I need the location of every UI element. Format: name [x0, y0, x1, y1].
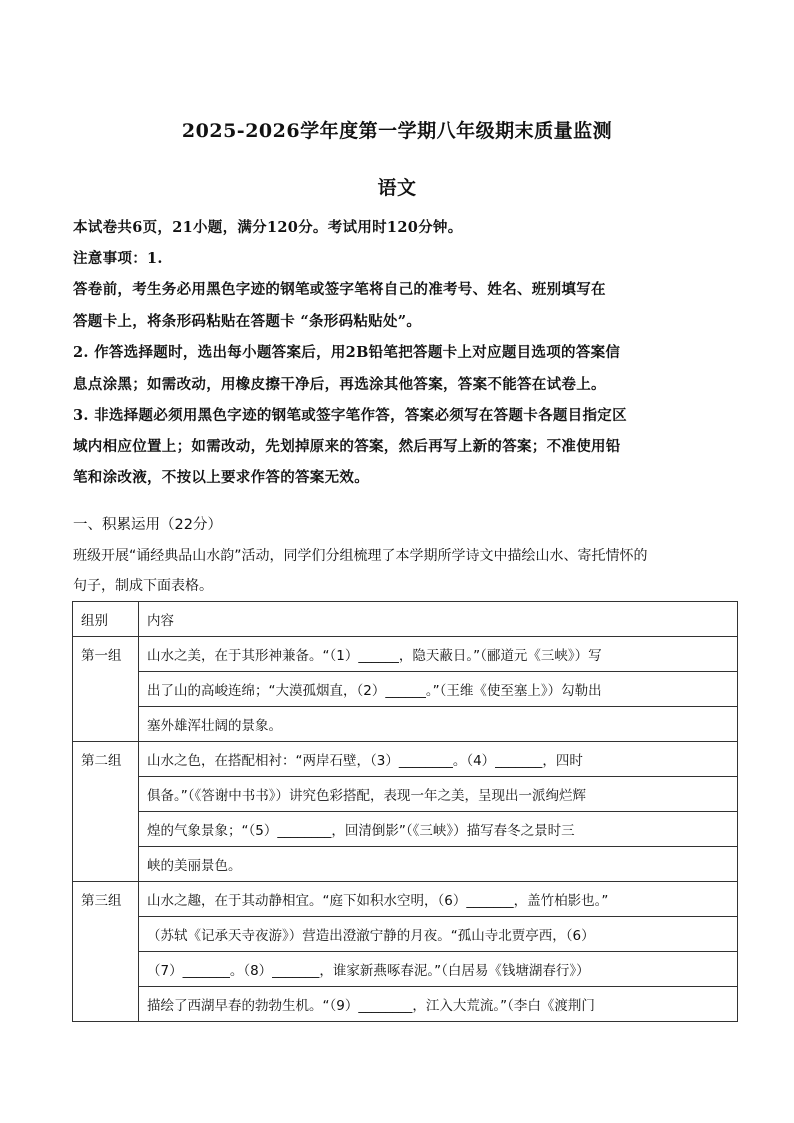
table-header-row	[73, 602, 738, 637]
group-cell: 第三组	[73, 882, 139, 917]
table-row	[73, 777, 738, 812]
instruction-line: 笔和涂改液，不按以上要求作答的答案无效。	[73, 469, 369, 486]
group-cell	[73, 707, 139, 742]
content-cell: 山水之趣，在于其动静相宜。“庭下如积水空明，（6）_______，盖竹柏影也。”	[139, 882, 738, 917]
table-row	[73, 952, 738, 987]
table-header-group: 组别	[73, 602, 139, 637]
group-cell	[73, 952, 139, 987]
content-cell: 煌的气象景象；“（5）________，回清倒影”（《三峡》）描写春冬之景时三	[139, 812, 738, 847]
content-cell: （7）_______。（8）_______，谁家新燕啄春泥。”（白居易《钱塘湖春行》）	[139, 952, 738, 987]
subject-title: 语文	[377, 177, 417, 199]
instruction-line: 3. 非选择题必须用黑色字迹的钢笔或签字笔作答，答案必须写在答题卡各题目指定区	[73, 407, 627, 424]
instruction-line: 本试卷共6页，21小题，满分120分。考试用时120分钟。	[73, 219, 463, 236]
table-row	[73, 637, 738, 672]
content-cell: 山水之色，在搭配相衬：“两岸石壁，（3）________。（4）_______，四时	[139, 742, 738, 777]
group-cell: 第一组	[73, 637, 139, 672]
table-row	[73, 847, 738, 882]
table-row	[73, 812, 738, 847]
content-cell: 俱备。”（《答谢中书书》）讲究色彩搭配，表现一年之美，呈现出一派绚烂辉	[139, 777, 738, 812]
content-cell: 出了山的高峻连绵；“大漠孤烟直，（2）______。”（王维《使至塞上》）勾勒出	[139, 672, 738, 707]
instruction-line: 域内相应位置上；如需改动，先划掉原来的答案，然后再写上新的答案；不准使用铅	[73, 438, 621, 455]
table-row	[73, 742, 738, 777]
section-heading: 一、积累运用（22分）	[73, 517, 222, 533]
table-row	[73, 917, 738, 952]
content-cell: （苏轼《记承天寺夜游》）营造出澄澈宁静的月夜。“孤山寺北贾亭西，（6）	[139, 917, 738, 952]
instruction-line: 答卷前，考生务必用黑色字迹的钢笔或签字笔将自己的准考号、姓名、班别填写在	[73, 281, 606, 298]
instruction-line: 注意事项：1.	[73, 250, 163, 267]
instruction-line: 息点涂黑；如需改动，用橡皮擦干净后，再选涂其他答案，答案不能答在试卷上。	[73, 376, 606, 393]
section-intro: 句子，制成下面表格。	[73, 578, 213, 594]
table-row	[73, 987, 738, 1022]
table-row	[73, 672, 738, 707]
poetry-table	[72, 601, 738, 1022]
group-cell	[73, 987, 139, 1022]
exam-title: 2025-2026学年度第一学期八年级期末质量监测	[181, 120, 613, 142]
group-cell: 第二组	[73, 742, 139, 777]
table-row	[73, 882, 738, 917]
group-cell	[73, 777, 139, 812]
content-cell: 山水之美，在于其形神兼备。“（1）______，隐天蔽日。”（郦道元《三峡》）写	[139, 637, 738, 672]
group-cell	[73, 917, 139, 952]
instruction-line: 答题卡上，将条形码粘贴在答题卡 “条形码粘贴处”。	[73, 313, 422, 330]
group-cell	[73, 847, 139, 882]
instruction-line: 2. 作答选择题时，选出每小题答案后，用2B铅笔把答题卡上对应题目选项的答案信	[73, 344, 621, 361]
group-cell	[73, 812, 139, 847]
group-cell	[73, 672, 139, 707]
content-cell: 塞外雄浑壮阔的景象。	[139, 707, 738, 742]
table-row	[73, 707, 738, 742]
content-cell: 描绘了西湖早春的勃勃生机。“（9）________，江入大荒流。”（李白《渡荆门	[139, 987, 738, 1022]
section-intro: 班级开展“诵经典品山水韵”活动，同学们分组梳理了本学期所学诗文中描绘山水、寄托情怀的	[73, 548, 648, 564]
content-cell: 峡的美丽景色。	[139, 847, 738, 882]
table-header-content: 内容	[139, 602, 738, 637]
